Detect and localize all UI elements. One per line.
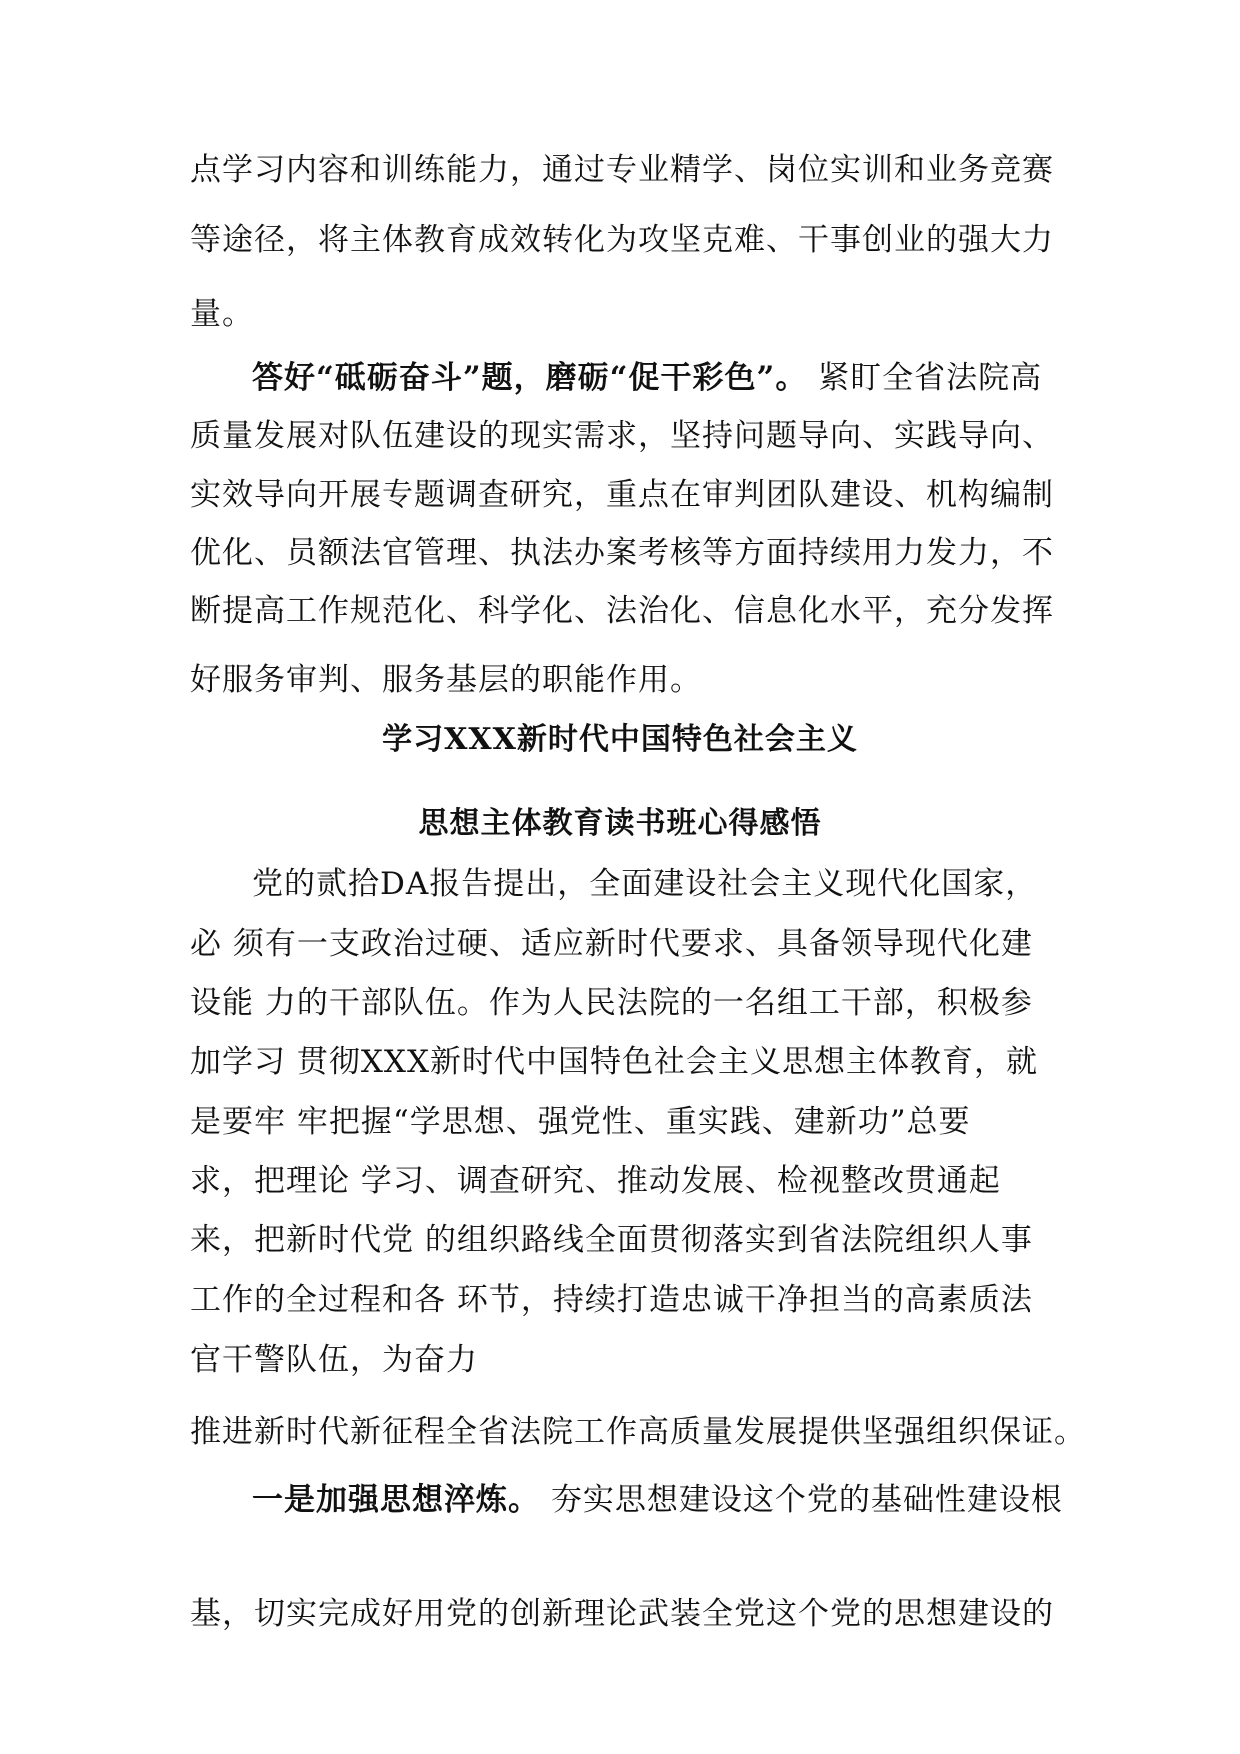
paragraph-3-line-7: 来，把新时代党 的组织路线全面贯彻落实到省法院组织人事 <box>190 1222 1033 1258</box>
paragraph-2-line-6: 好服务审判、服务基层的职能作用。 <box>190 662 702 698</box>
document-title-line-2: 思想主体教育读书班心得感悟 <box>418 806 822 841</box>
paragraph-4-lead: 一是加强思想淬炼。 <box>252 1482 540 1518</box>
paragraph-1-line-3: 量。 <box>190 296 254 332</box>
paragraph-3-line-1: 党的贰拾DA报告提出，全面建设社会主义现代化国家， <box>252 866 1038 902</box>
paragraph-2-line-2: 质量发展对队伍建设的现实需求，坚持问题导向、实践导向、 <box>190 418 1054 454</box>
paragraph-3-line-9: 官干警队伍，为奋力 <box>190 1342 478 1378</box>
paragraph-2-line-3: 实效导向开展专题调查研究，重点在审判团队建设、机构编制 <box>190 477 1054 513</box>
paragraph-4-line-1 <box>252 1480 1063 1520</box>
paragraph-1-line-1: 点学习内容和训练能力，通过专业精学、岗位实训和业务竞赛 <box>190 152 1054 188</box>
paragraph-3-line-6: 求，把理论 学习、调查研究、推动发展、检视整改贯通起 <box>190 1163 1001 1199</box>
paragraph-3-line-8: 工作的全过程和各 环节，持续打造忠诚干净担当的高素质法 <box>190 1282 1033 1318</box>
paragraph-2-line-4: 优化、员额法官管理、执法办案考核等方面持续用力发力，不 <box>190 535 1054 571</box>
paragraph-3-line-2: 必 须有一支政治过硬、适应新时代要求、具备领导现代化建 <box>190 926 1033 962</box>
paragraph-4-first-line-rest: 夯实思想建设这个党的基础性建设根 <box>540 1482 1063 1518</box>
paragraph-3-line-4: 加学习 贯彻XXX新时代中国特色社会主义思想主体教育，就 <box>190 1044 1039 1080</box>
paragraph-3-line-3: 设能 力的干部队伍。作为人民法院的一名组工干部，积极参 <box>190 985 1033 1021</box>
paragraph-2-lead: 答好“砥砺奋斗”题，磨砺“促干彩色”。 <box>252 360 808 396</box>
paragraph-4-line-2: 基，切实完成好用党的创新理论武装全党这个党的思想建设的 <box>190 1596 1054 1632</box>
document-title-line-1: 学习XXX新时代中国特色社会主义 <box>382 722 858 757</box>
paragraph-2-first-line-rest: 紧盯全省法院高 <box>807 360 1043 396</box>
paragraph-2-line-5: 断提高工作规范化、科学化、法治化、信息化水平，充分发挥 <box>190 593 1054 629</box>
paragraph-3-line-5: 是要牢 牢把握“学思想、强党性、重实践、建新功”总要 <box>190 1104 971 1140</box>
paragraph-1-line-2: 等途径，将主体教育成效转化为攻坚克难、干事创业的强大力 <box>190 222 1054 258</box>
paragraph-2-line-1 <box>252 358 1042 398</box>
paragraph-3-line-10: 推进新时代新征程全省法院工作高质量发展提供坚强组织保证。 <box>190 1414 1086 1450</box>
